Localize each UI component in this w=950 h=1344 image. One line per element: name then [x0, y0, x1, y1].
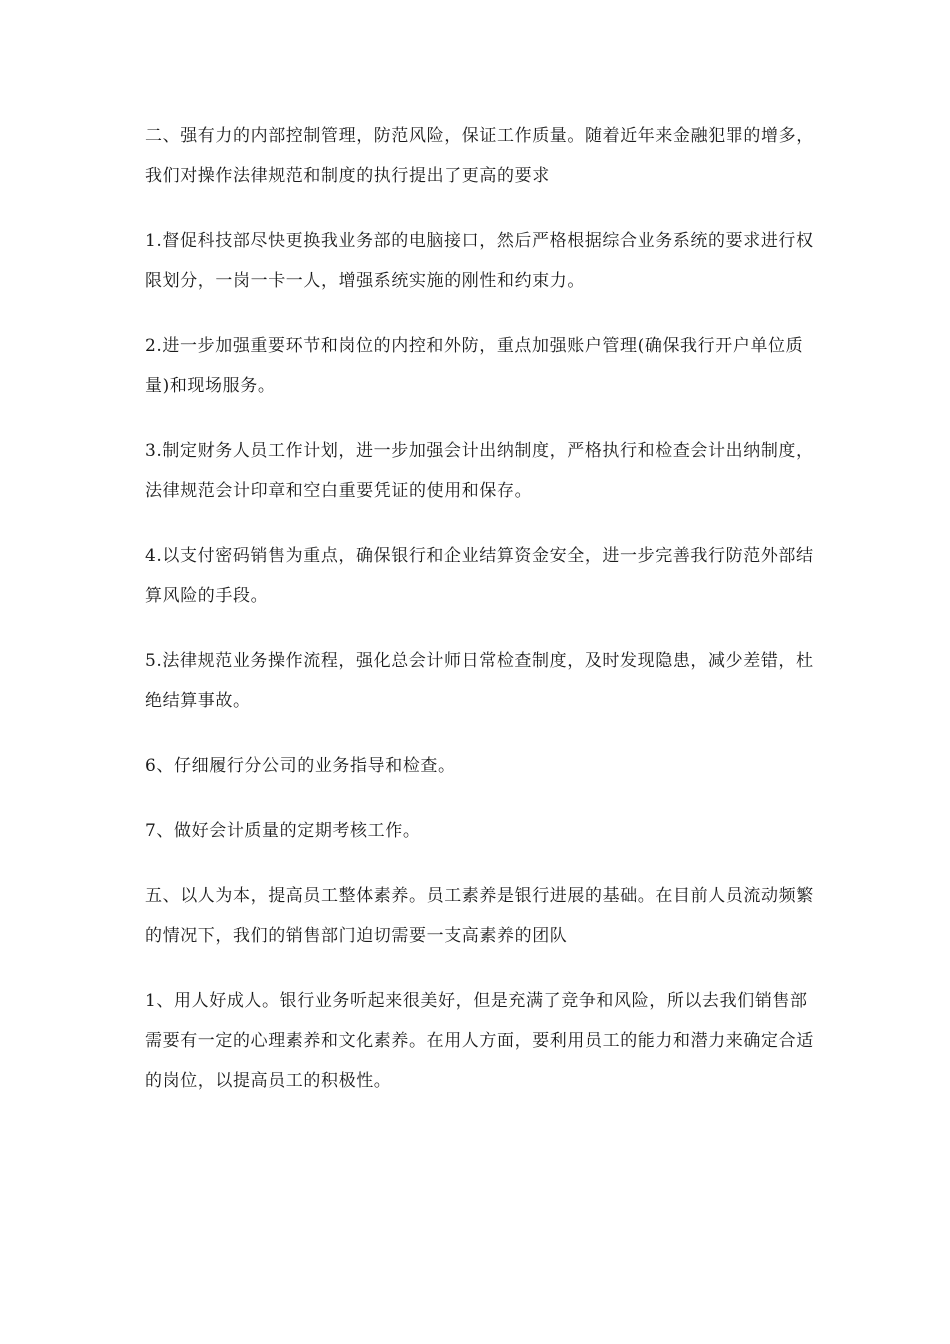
paragraph-item-4: 4.以支付密码销售为重点，确保银行和企业结算资金安全，进一步完善我行防范外部结算风险的手段。: [145, 546, 814, 606]
paragraph-internal-control: 二、强有力的内部控制管理，防范风险，保证工作质量。随着近年来金融犯罪的增多，我们对操作法律规范和制度的执行提出了更高的要求: [145, 126, 814, 186]
paragraph-item-3: 3.制定财务人员工作计划，进一步加强会计出纳制度，严格执行和检查会计出纳制度，法律规范会计印章和空白重要凭证的使用和保存。: [145, 441, 814, 501]
paragraph-item-7: 7、做好会计质量的定期考核工作。: [145, 821, 421, 841]
paragraph-item-6: 6、仔细履行分公司的业务指导和检查。: [145, 756, 456, 776]
paragraph-item-5: 5.法律规范业务操作流程，强化总会计师日常检查制度，及时发现隐患，减少差错，杜绝结算事故。: [145, 651, 814, 711]
paragraph-item-1: 1.督促科技部尽快更换我业务部的电脑接口，然后严格根据综合业务系统的要求进行权限划分，一岗一卡一人，增强系统实施的刚性和约束力。: [145, 231, 814, 291]
paragraph-people-item-1: 1、用人好成人。银行业务听起来很美好，但是充满了竞争和风险，所以去我们销售部需要有一定的心理素养和文化素养。在用人方面，要利用员工的能力和潜力来确定合适的岗位，以提高员工的积极性。: [145, 991, 814, 1091]
paragraph-item-2: 2.进一步加强重要环节和岗位的内控和外防，重点加强账户管理(确保我行开户单位质量)和现场服务。: [145, 336, 804, 396]
paragraph-people-oriented: 五、以人为本，提高员工整体素养。员工素养是银行进展的基础。在目前人员流动频繁的情况下，我们的销售部门迫切需要一支高素养的团队: [145, 886, 814, 946]
document-body: [145, 116, 815, 1126]
